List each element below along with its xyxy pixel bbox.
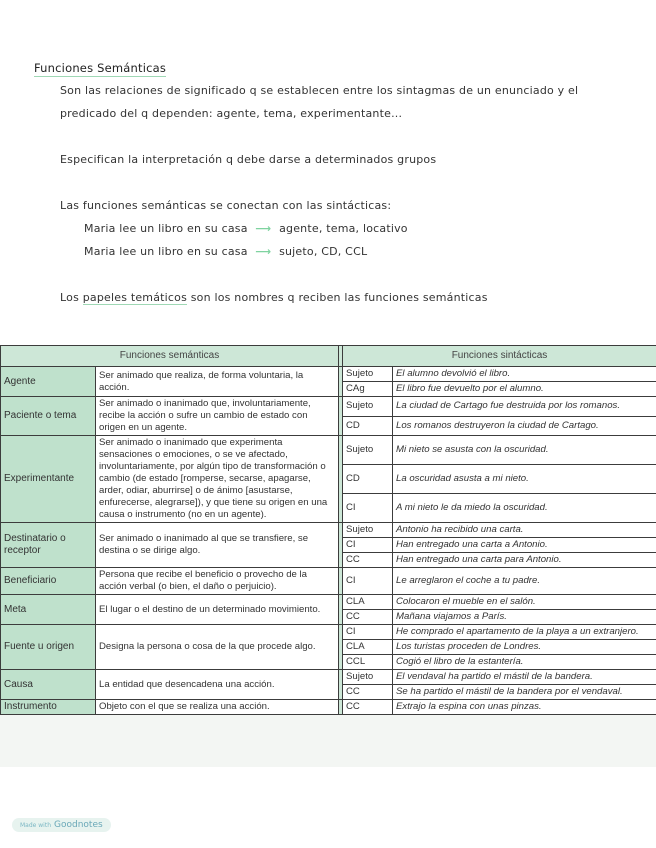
example-cell: Colocaron el mueble en el salón. — [393, 595, 656, 610]
badge-made-with: Made with — [20, 822, 51, 829]
syntactic-function-cell: CC — [343, 685, 393, 700]
syntactic-function-cell: Sujeto — [343, 523, 393, 538]
badge-brand: Goodnotes — [54, 820, 103, 830]
syntactic-function-cell: CC — [343, 700, 393, 715]
role-cell: Paciente o tema — [1, 397, 96, 436]
definition-cell: Ser animado que realiza, de forma voluntaria, la acción. — [96, 367, 339, 397]
example-cell: Mi nieto se asusta con la oscuridad. — [393, 436, 656, 465]
specification-line: Especifican la interpretación q debe darse a determinados grupos — [60, 153, 437, 166]
table-row — [1, 670, 656, 685]
definition-cell: La entidad que desencadena una acción. — [96, 670, 339, 700]
definition-cell: El lugar o el destino de un determinado movimiento. — [96, 595, 339, 625]
syntactic-function-cell: CI — [343, 625, 393, 640]
example-cell: Extrajo la espina con unas pinzas. — [393, 700, 656, 715]
syntactic-function-cell: Sujeto — [343, 397, 393, 417]
example-cell: Le arreglaron el coche a tu padre. — [393, 568, 656, 595]
syntactic-function-cell: Sujeto — [343, 367, 393, 382]
table-row — [1, 568, 656, 595]
role-cell: Instrumento — [1, 700, 96, 715]
definition-cell: Ser animado o inanimado que experimenta sensaciones o emociones, o se ve afectado, involuntariamente, por algún tipo de transformación o cambio (de estado [romperse, secarse, apagarse, arder, odiar, aburrirse] o de ánimo [asustarse, enfurecerse, alegrarse]), y que tiene su origen en una causa o instrumento (no en un agente). — [96, 436, 339, 523]
syntactic-function-cell: Sujeto — [343, 670, 393, 685]
table-row — [1, 367, 656, 382]
example-cell: Los turistas proceden de Londres. — [393, 640, 656, 655]
role-cell: Destinatario o receptor — [1, 523, 96, 568]
arrow-right-icon: ⟶ — [255, 245, 272, 258]
example-2-syntactic: sujeto, CD, CCL — [279, 245, 368, 258]
example-cell: Mañana viajamos a París. — [393, 610, 656, 625]
thematic-text-b: son los nombres q reciben las funciones semánticas — [187, 291, 488, 304]
syntactic-function-cell: CAg — [343, 382, 393, 397]
table-row — [1, 700, 656, 715]
example-1 — [84, 222, 408, 235]
syntactic-function-cell: CI — [343, 494, 393, 523]
goodnotes-badge — [12, 818, 111, 832]
example-cell: Han entregado una carta para Antonio. — [393, 553, 656, 568]
example-cell: He comprado el apartamento de la playa a un extranjero. — [393, 625, 656, 640]
semantic-functions-table — [0, 345, 656, 715]
definition-cell: Objeto con el que se realiza una acción. — [96, 700, 339, 715]
header-syntactic: Funciones sintácticas — [343, 346, 656, 367]
definition-cell: Ser animado o inanimado al que se transfiere, se destina o se dirige algo. — [96, 523, 339, 568]
thematic-roles-line — [60, 291, 488, 304]
header-semantic: Funciones semánticas — [1, 346, 339, 367]
example-cell: La ciudad de Cartago fue destruida por los romanos. — [393, 397, 656, 417]
syntactic-function-cell: CC — [343, 553, 393, 568]
notes-title: Funciones Semánticas — [34, 61, 167, 75]
example-1-semantic: agente, tema, locativo — [279, 222, 408, 235]
thematic-roles-highlight: papeles temáticos — [82, 291, 188, 304]
example-cell: El libro fue devuelto por el alumno. — [393, 382, 656, 397]
example-1-sentence: Maria lee un libro en su casa — [84, 222, 248, 235]
example-cell: Antonio ha recibido una carta. — [393, 523, 656, 538]
arrow-right-icon: ⟶ — [255, 222, 272, 235]
table-header-row — [1, 346, 656, 367]
role-cell: Fuente u origen — [1, 625, 96, 670]
table-row — [1, 625, 656, 640]
example-2 — [84, 245, 367, 258]
example-cell: Se ha partido el mástil de la bandera por el vendaval. — [393, 685, 656, 700]
syntactic-function-cell: CC — [343, 610, 393, 625]
connection-line: Las funciones semánticas se conectan con las sintácticas: — [60, 199, 392, 212]
table-row — [1, 523, 656, 538]
table-row — [1, 436, 656, 465]
role-cell: Experimentante — [1, 436, 96, 523]
example-cell: El alumno devolvió el libro. — [393, 367, 656, 382]
semantic-functions-table-image — [0, 345, 656, 767]
syntactic-function-cell: CLA — [343, 595, 393, 610]
definition-cell: Ser animado o inanimado que, involuntariamente, recibe la acción o sufre un cambio de estado con origen en un agente. — [96, 397, 339, 436]
syntactic-function-cell: Sujeto — [343, 436, 393, 465]
example-cell: A mi nieto le da miedo la oscuridad. — [393, 494, 656, 523]
example-cell: La oscuridad asusta a mi nieto. — [393, 465, 656, 494]
table-row — [1, 397, 656, 417]
example-cell: Cogió el libro de la estantería. — [393, 655, 656, 670]
example-cell: Los romanos destruyeron la ciudad de Cartago. — [393, 416, 656, 436]
example-2-sentence: Maria lee un libro en su casa — [84, 245, 248, 258]
syntactic-function-cell: CD — [343, 416, 393, 436]
example-cell: El vendaval ha partido el mástil de la bandera. — [393, 670, 656, 685]
syntactic-function-cell: CD — [343, 465, 393, 494]
definition-cell: Persona que recibe el beneficio o provecho de la acción verbal (o bien, el daño o perjuicio). — [96, 568, 339, 595]
role-cell: Causa — [1, 670, 96, 700]
syntactic-function-cell: CI — [343, 538, 393, 553]
definition-line-2: predicado del q dependen: agente, tema, experimentante... — [60, 107, 403, 120]
thematic-text-a: Los — [60, 291, 83, 304]
syntactic-function-cell: CCL — [343, 655, 393, 670]
role-cell: Beneficiario — [1, 568, 96, 595]
role-cell: Agente — [1, 367, 96, 397]
syntactic-function-cell: CLA — [343, 640, 393, 655]
role-cell: Meta — [1, 595, 96, 625]
table-row — [1, 595, 656, 610]
definition-line-1: Son las relaciones de significado q se establecen entre los sintagmas de un enunciado y el — [60, 84, 579, 97]
syntactic-function-cell: CI — [343, 568, 393, 595]
example-cell: Han entregado una carta a Antonio. — [393, 538, 656, 553]
definition-cell: Designa la persona o cosa de la que procede algo. — [96, 625, 339, 670]
